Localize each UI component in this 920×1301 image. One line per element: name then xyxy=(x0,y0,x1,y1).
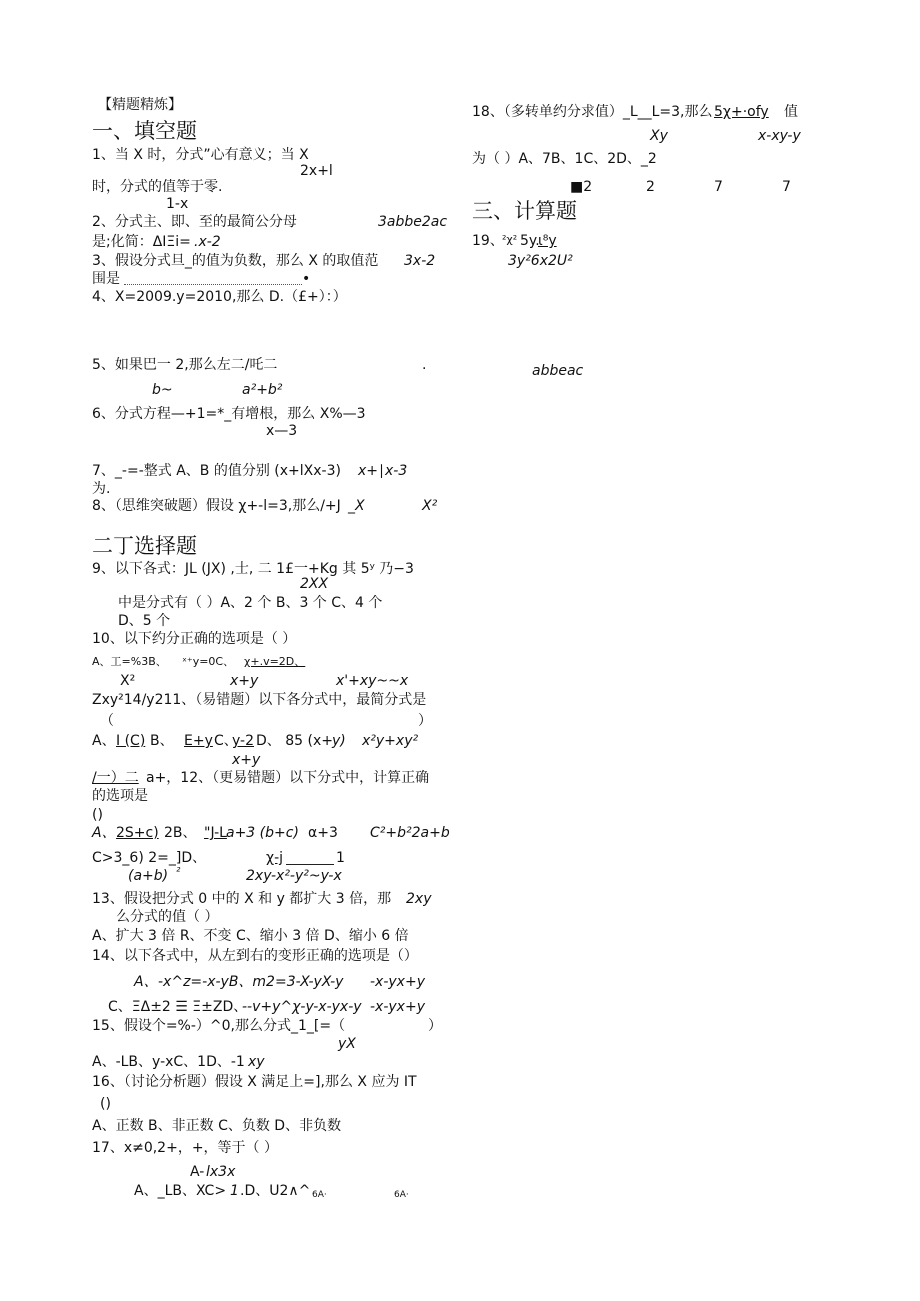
q18-denominator-2: x-xy-y xyxy=(758,128,801,144)
q3-line2: 围是 xyxy=(92,271,120,287)
q9-option-d: D、5 个 xyxy=(118,613,171,629)
q11-option-a: A、 xyxy=(92,733,116,749)
q14-option-a: A、 xyxy=(134,974,158,990)
part3-title: 三、计算题 xyxy=(472,199,577,223)
q13-options: A、扩大 3 倍 R、不变 C、缩小 3 倍 D、缩小 6 倍 xyxy=(92,928,409,944)
q2-line2: 是;化简：ΔΙΞi= xyxy=(92,234,191,250)
q12-option-c-expr: C²+b²2a+b xyxy=(370,825,450,841)
fraction-bar xyxy=(286,864,334,865)
q19-denominator: 3y²6x2U² xyxy=(508,253,573,269)
q12-option-d-numerator: χ-j xyxy=(266,850,284,866)
q14-option-d-expr: --v+y^χ-y-x-yx-y xyxy=(242,999,362,1015)
q5-denominator-right: a²+b² xyxy=(242,382,283,398)
q11-option-d-expr-2: x²y+xy² xyxy=(362,733,419,749)
q16-options: A、正数 B、非正数 C、负数 D、非负数 xyxy=(92,1118,342,1134)
q11-line1: Zxy²14/y211、（易错题）以下各分式中，最简分式是 xyxy=(92,692,427,708)
q4-line: 4、X=2009.y=2010,那么 D.（£+）：） xyxy=(92,289,347,305)
q1-fraction-part: 1-x xyxy=(166,196,189,212)
q15-options-expr: xy xyxy=(248,1054,265,1070)
q18-expression: 5χ+·ofy xyxy=(714,104,769,120)
q2-line1: 2、分式主、即、至的最简公分母 xyxy=(92,214,297,230)
side-expression: abbeac xyxy=(532,363,584,379)
q9-line1: 9、以下各式：JL (JX) ,士, 二 1£一+Kg 其 5ʸ 乃−3 xyxy=(92,561,414,577)
q14-option-c: C、ΞΔ±2 ☰ Ξ±ZD、 xyxy=(108,999,248,1015)
q10-denominator-3: x'+xy~~x xyxy=(336,673,409,689)
q9-options: 中是分式有（ ）A、2 个 B、3 个 C、4 个 xyxy=(118,595,383,611)
q15-paren-close: ） xyxy=(428,1018,442,1034)
q2-expression: 3abbe2ac xyxy=(378,214,448,230)
q11-option-c-expr: y-2 xyxy=(232,733,254,749)
q11-paren-open: （ xyxy=(100,713,114,729)
q18-denominator-1: Xy xyxy=(650,128,668,144)
q2-expression-2: .x-2 xyxy=(194,234,221,250)
section-header: 【精题精炼】 xyxy=(98,97,182,113)
q11-option-d: D、 85 (x+ xyxy=(256,733,333,749)
q17-subscript-2: 6A· xyxy=(394,1190,409,1200)
q17-options-2: .D、U2∧^ xyxy=(240,1183,311,1199)
q3-line1: 3、假设分式旦_的值为负数，那么 X 的取值范 xyxy=(92,253,379,269)
q19-term: 5y. xyxy=(520,233,540,249)
q13-line2: 么分式的值（ ） xyxy=(116,909,219,925)
q18-sub-3: 7 xyxy=(714,179,723,195)
q6-denominator: x—3 xyxy=(266,423,298,439)
part2-title: 二丁选择题 xyxy=(92,534,197,558)
q17-option-label: A- xyxy=(190,1164,205,1180)
q13-line1: 13、假设把分式 0 中的 X 和 y 都扩大 3 倍，那 xyxy=(92,891,392,907)
q7-line2: 为. xyxy=(92,481,111,497)
part1-title: 一、填空题 xyxy=(92,119,197,143)
q12-option-b-expr-3: α+3 xyxy=(308,825,338,841)
q8-line1: 8、（思维突破题）假设 χ+-l=3,那么/+J xyxy=(92,498,341,514)
q5-dot: . xyxy=(422,357,427,373)
q14-option-b-expr-2: -x-yx+y xyxy=(370,974,425,990)
q10-line1: 10、以下约分正确的选项是（ ） xyxy=(92,631,297,647)
q17-option-expr: lx3x xyxy=(206,1164,236,1180)
q15-line1: 15、假设个=%-）^0,那么分式_1_[=（ xyxy=(92,1018,346,1034)
q11-option-b-expr: E+y xyxy=(184,733,213,749)
q12-option-d-numerator-2: 1 xyxy=(336,850,345,866)
q16-paren: () xyxy=(100,1096,111,1112)
q10-denominator-2: x+y xyxy=(230,673,259,689)
q12-lead: /一）二 xyxy=(92,770,139,786)
q11-paren-close: ） xyxy=(418,713,432,729)
q17-options: A、_LB、XC> xyxy=(134,1183,227,1199)
q18-sub-1: ■2 xyxy=(570,179,593,195)
q11-denominator: x+y xyxy=(232,752,261,768)
q17-line1: 17、x≠0,2+，+，等于（ ） xyxy=(92,1140,279,1156)
q3-end-dot: • xyxy=(302,271,311,287)
q11-option-a-expr: I (C) xyxy=(116,733,146,749)
q13-expression: 2xy xyxy=(406,891,432,907)
q8-expression-2: X² xyxy=(422,498,438,514)
q14-line1: 14、以下各式中，从左到右的变形正确的选项是（） xyxy=(92,948,418,964)
q8-expression: _X xyxy=(348,498,365,514)
q10-option-b: ˣ⁺y=0C、 xyxy=(182,655,235,668)
q12-paren: () xyxy=(92,807,103,823)
q1-denominator: 2x+l xyxy=(300,163,333,179)
q18-line1: 18、（多转单约分求值）_L__L=3,那么 xyxy=(472,104,713,120)
q11-option-c: C、 xyxy=(214,733,238,749)
q16-line1: 16、（讨论分析题）假设 X 满足上=],那么 X 应为 IT xyxy=(92,1074,417,1090)
q15-options: A、-LB、y-xC、1D、-1 xyxy=(92,1054,245,1070)
q12-line2: 的选项是 xyxy=(92,788,148,804)
q15-denominator: yX xyxy=(338,1036,356,1052)
q1-line2: 时，分式的值等于零. xyxy=(92,179,223,195)
q11-option-b: B、 xyxy=(150,733,174,749)
q18-options: 为（ ）A、7B、1C、2D、_2 xyxy=(472,151,657,167)
q12-option-b-expr-2: a+3 (b+c) xyxy=(226,825,299,841)
q10-option-a: A、工=%3B、 xyxy=(92,655,167,668)
q5-denominator-left: b~ xyxy=(152,382,173,398)
q17-options-expr: 1 xyxy=(230,1183,239,1199)
q9-denominator: 2XX xyxy=(300,576,329,592)
q1-line1: 1、当 X 时，分式”心有意义；当 X xyxy=(92,147,309,163)
q12-denominator-exp: ² xyxy=(176,865,181,878)
q12-option-a-expr: 2S+c) xyxy=(116,825,159,841)
q12-line1: a+，12、（更易错题）以下分式中，计算正确 xyxy=(146,770,430,786)
q18-sub-4: 7 xyxy=(782,179,791,195)
q7-line1: 7、_-=-整式 A、B 的值分别 (x+lXx-3) xyxy=(92,463,341,479)
q10-option-c: χ+.v=2D、 xyxy=(244,655,306,668)
q18-sub-2: 2 xyxy=(646,179,655,195)
q12-option-c: C>3_6) 2=_]D、 xyxy=(92,850,207,866)
q12-option-b-expr: "J-L xyxy=(204,825,227,841)
q19-superscript: ²χ² xyxy=(502,233,518,246)
q11-option-d-expr: y) xyxy=(332,733,346,749)
answer-blank xyxy=(124,284,302,285)
q19-term-2: ι⁸y xyxy=(538,233,557,249)
q7-expression: x+∣x-3 xyxy=(358,463,408,479)
q12-denominator-1: (a+b) xyxy=(128,868,169,884)
q3-expression: 3x-2 xyxy=(404,253,436,269)
q10-denominator-1: X² xyxy=(120,673,136,689)
q17-subscript-1: 6A· xyxy=(312,1190,327,1200)
q14-option-d-expr-2: -x-yx+y xyxy=(370,999,425,1015)
q5-line1: 5、如果巴一 2,那么左二/吒二 xyxy=(92,357,278,373)
q19-number: 19、 xyxy=(472,233,504,249)
q12-option-b: 2B、 xyxy=(164,825,197,841)
q6-line1: 6、分式方程—+1=*_有增根，那么 X%—3 xyxy=(92,406,366,422)
q12-option-a: A、 xyxy=(92,825,116,841)
q12-denominator-2: 2xy-x²-y²~y-x xyxy=(246,868,342,884)
q18-line1-end: 值 xyxy=(784,104,798,120)
q14-option-a-b-expr: -x^z=-x-yB、m2=3-X-yX-y xyxy=(158,974,344,990)
